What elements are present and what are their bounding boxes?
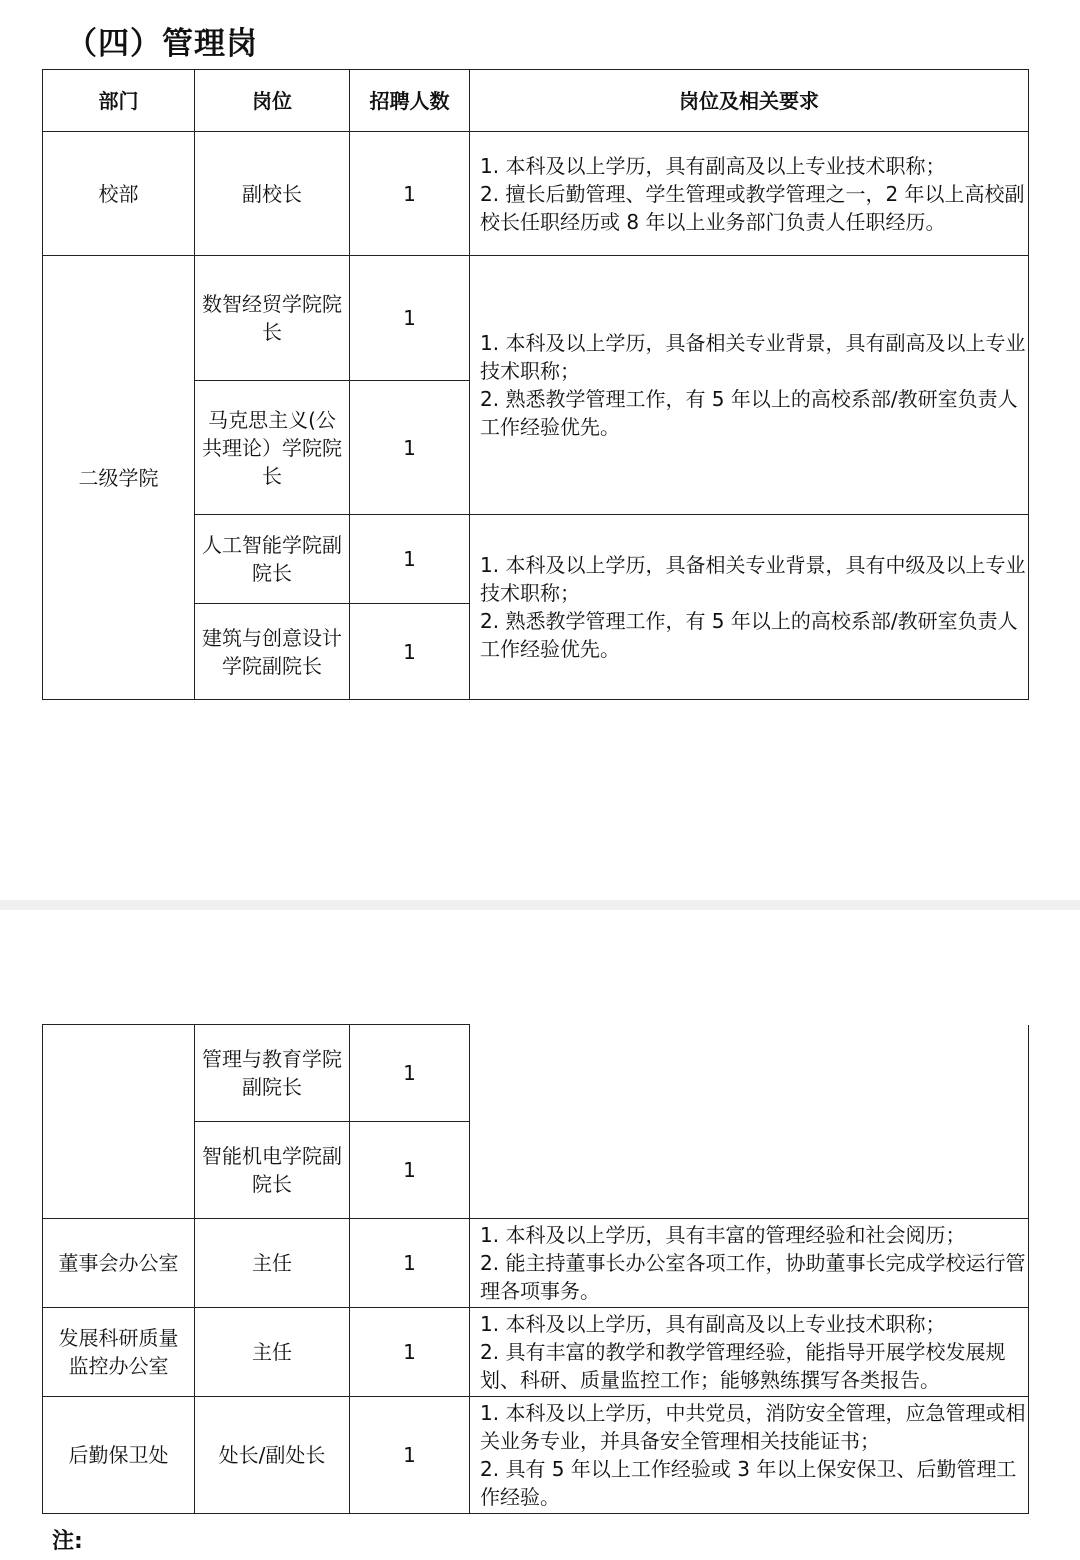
position-cell: 数智经贸学院院长 [195, 256, 350, 381]
count-cell: 1 [350, 1025, 470, 1122]
table-row [43, 1219, 1029, 1308]
position-cell: 副校长 [195, 132, 350, 256]
dept-cell: 二级学院 [43, 256, 195, 700]
requirement-line: 1. 本科及以上学历，具备相关专业背景，具有副高及以上专业技术职称； [480, 331, 1026, 383]
table-header-row [43, 70, 1029, 132]
requirement-line: 1. 本科及以上学历，中共党员，消防安全管理，应急管理或相关业务专业，并具备安全管理相关技能证书； [480, 1401, 1026, 1453]
requirements-cell [470, 1308, 1029, 1397]
count-cell: 1 [350, 132, 470, 256]
requirements-cell [470, 1219, 1029, 1308]
header-count: 招聘人数 [350, 70, 470, 132]
requirement-line: 2. 具有 5 年以上工作经验或 3 年以上保安保卫、后勤管理工作经验。 [480, 1457, 1017, 1509]
dept-cell: 董事会办公室 [43, 1219, 195, 1308]
requirement-line: 1. 本科及以上学历，具有副高及以上专业技术职称； [480, 153, 946, 178]
dept-cell: 校部 [43, 132, 195, 256]
position-cell: 主任 [195, 1219, 350, 1308]
count-cell: 1 [350, 515, 470, 604]
dept-cell: 后勤保卫处 [43, 1397, 195, 1514]
table-row [43, 1025, 1029, 1122]
requirements-cell-continued [470, 1025, 1029, 1219]
section-title: （四）管理岗 [66, 26, 258, 62]
requirement-line: 1. 本科及以上学历，具备相关专业背景，具有中级及以上专业技术职称； [480, 553, 1026, 605]
requirement-line: 1. 本科及以上学历，具有副高及以上专业技术职称； [480, 1312, 946, 1336]
count-cell: 1 [350, 256, 470, 381]
requirements-cell [470, 132, 1029, 256]
position-cell: 主任 [195, 1308, 350, 1397]
requirement-line: 2. 擅长后勤管理、学生管理或教学管理之一，2 年以上高校副校长任职经历或 8 年以上业务部门负责人任职经历。 [480, 181, 1025, 234]
dept-cell: 发展科研质量监控办公室 [43, 1308, 195, 1397]
requirement-line: 2. 能主持董事长办公室各项工作，协助董事长完成学校运行管理各项事务。 [480, 1251, 1026, 1303]
position-cell: 管理与教育学院副院长 [195, 1025, 350, 1122]
count-cell: 1 [350, 1397, 470, 1514]
header-requirements: 岗位及相关要求 [470, 70, 1029, 132]
position-cell: 智能机电学院副院长 [195, 1122, 350, 1219]
table-row [43, 132, 1029, 256]
requirement-line: 2. 熟悉教学管理工作，有 5 年以上的高校系部/教研室负责人工作经验优先。 [480, 609, 1018, 661]
table-row [43, 1308, 1029, 1397]
page-2 [0, 910, 1080, 1560]
dept-cell-continued [43, 1025, 195, 1219]
position-cell: 人工智能学院副院长 [195, 515, 350, 604]
requirement-line: 2. 熟悉教学管理工作，有 5 年以上的高校系部/教研室负责人工作经验优先。 [480, 387, 1018, 439]
requirements-cell [470, 1397, 1029, 1514]
requirements-cell [470, 256, 1029, 515]
recruitment-table-part1 [42, 69, 1029, 700]
header-position: 岗位 [195, 70, 350, 132]
header-dept: 部门 [43, 70, 195, 132]
position-cell: 处长/副处长 [195, 1397, 350, 1514]
table-row [43, 256, 1029, 381]
count-cell: 1 [350, 1308, 470, 1397]
note-label: 注: [52, 1529, 83, 1554]
count-cell: 1 [350, 604, 470, 700]
requirements-cell [470, 515, 1029, 700]
count-cell: 1 [350, 381, 470, 515]
position-cell: 马克思主义(公共理论）学院院长 [195, 381, 350, 515]
count-cell: 1 [350, 1122, 470, 1219]
position-cell: 建筑与创意设计学院副院长 [195, 604, 350, 700]
requirement-line: 2. 具有丰富的教学和教学管理经验，能指导开展学校发展规划、科研、质量监控工作；能够熟练撰写各类报告。 [480, 1340, 1006, 1392]
count-cell: 1 [350, 1219, 470, 1308]
recruitment-table-part2 [42, 1024, 1029, 1514]
page-separator [0, 900, 1080, 910]
requirement-line: 1. 本科及以上学历，具有丰富的管理经验和社会阅历； [480, 1223, 966, 1247]
table-row [43, 1397, 1029, 1514]
